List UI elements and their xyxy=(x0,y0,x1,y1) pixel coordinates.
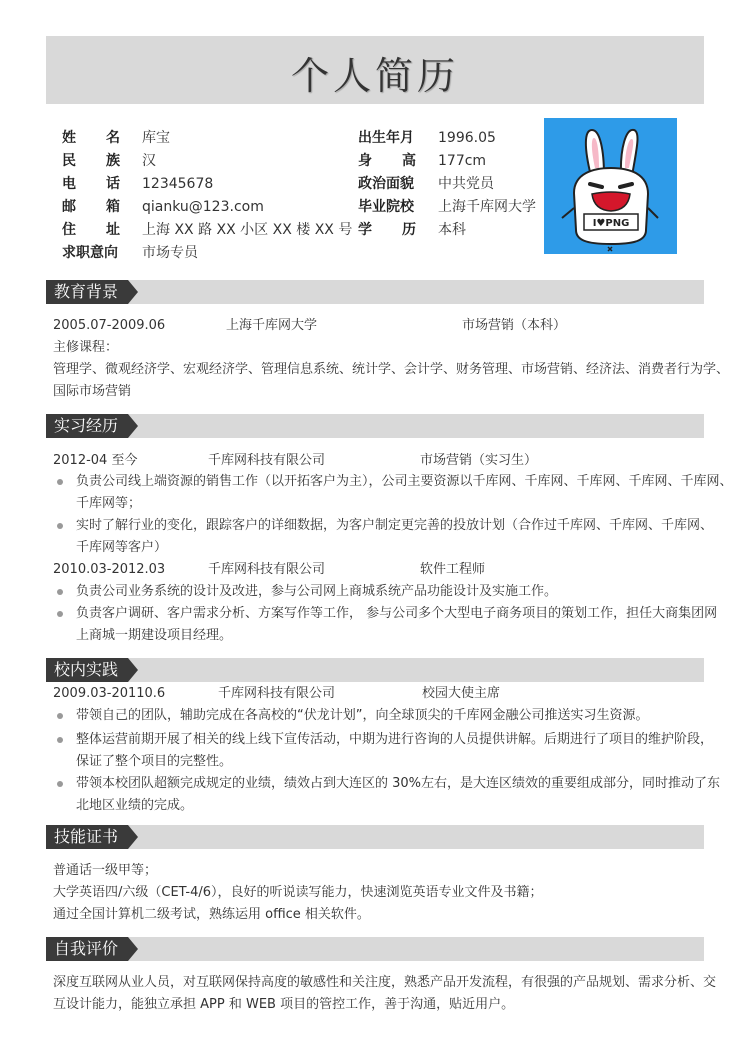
info-label: 民 族 xyxy=(62,153,120,169)
bullet-dot xyxy=(57,737,63,743)
campus-duty-line: 整体运营前期开展了相关的线上线下宣传活动，中期为进行咨询的人员提供讲解。后期进行了项目的维护阶段， xyxy=(76,732,714,747)
info-ethnicity-value: 汉 xyxy=(142,153,156,169)
edu-school: 上海千库网大学 xyxy=(226,318,318,333)
section-skills-header xyxy=(46,825,704,849)
section-internship-header xyxy=(46,414,704,438)
info-label: 学 历 xyxy=(358,222,416,238)
page-title: 个人简历 xyxy=(290,54,459,98)
job-company: 千库网科技有限公司 xyxy=(208,453,326,468)
job-date: 2010.03-2012.03 xyxy=(53,562,166,577)
job-duty-line: 上商城一期建设项目经理。 xyxy=(76,628,233,643)
campus-company: 千库网科技有限公司 xyxy=(218,686,336,701)
avatar xyxy=(544,118,677,254)
edu-major: 市场营销（本科） xyxy=(462,318,567,333)
info-label: 姓 名 xyxy=(62,130,120,146)
skill-line: 通过全国计算机二级考试，熟练运用 office 相关软件。 xyxy=(53,907,370,922)
job-role: 软件工程师 xyxy=(420,562,486,577)
self-line: 互设计能力，能独立承担 APP 和 WEB 项目的管控工作，善于沟通，贴近用户。 xyxy=(53,997,515,1012)
bullet-dot xyxy=(57,611,63,617)
section-title: 实习经历 xyxy=(46,414,128,438)
campus-duty-line: 北地区业绩的完成。 xyxy=(76,798,194,813)
edu-courses-line: 国际市场营销 xyxy=(53,384,132,399)
edu-date: 2005.07-2009.06 xyxy=(53,318,166,333)
section-title: 技能证书 xyxy=(46,825,128,849)
job-duty-line: 负责公司业务系统的设计及改进，参与公司网上商城系统产品功能设计及实施工作。 xyxy=(76,584,558,599)
info-email-value: qianku@123.com xyxy=(142,199,264,215)
edu-courses-line: 管理学、微观经济学、宏观经济学、管理信息系统、统计学、会计学、财务管理、市场营销、经济法、消费者行为学、 xyxy=(53,362,730,377)
info-label: 求职意向 xyxy=(62,245,118,261)
section-education-header xyxy=(46,280,704,304)
info-label: 电 话 xyxy=(62,176,120,192)
info-objective-value: 市场专员 xyxy=(142,245,198,261)
campus-duty-line: 保证了整个项目的完整性。 xyxy=(76,754,233,769)
edu-courses-label: 主修课程： xyxy=(53,340,119,355)
job-company: 千库网科技有限公司 xyxy=(208,562,326,577)
campus-date: 2009.03-20110.6 xyxy=(53,686,166,701)
campus-role: 校园大使主席 xyxy=(422,686,501,701)
bullet-dot xyxy=(57,589,63,595)
section-title: 教育背景 xyxy=(46,280,128,304)
job-duty-line: 千库网等； xyxy=(76,496,142,511)
skill-line: 大学英语四/六级（CET-4/6），良好的听说读写能力，快速浏览英语专业文件及书籍； xyxy=(53,885,543,900)
job-duty-line: 负责客户调研、客户需求分析、方案写作等工作， 参与公司多个大型电子商务项目的策划工作，担任大商集团网 xyxy=(76,606,718,621)
info-phone-value: 12345678 xyxy=(142,176,214,192)
info-label: 住 址 xyxy=(62,222,120,238)
info-label: 出生年月 xyxy=(358,130,414,146)
bullet-dot xyxy=(57,713,63,719)
bullet-dot xyxy=(57,781,63,787)
job-duty-line: 千库网等客户） xyxy=(76,540,168,555)
campus-duty-line: 带领本校团队超额完成规定的业绩，绩效占到大连区的 30%左右，是大连区绩效的重要组成部分，同时推动了东 xyxy=(76,776,721,791)
job-duty-line: 实时了解行业的变化，跟踪客户的详细数据，为客户制定更完善的投放计划（合作过千库网、千库网、千库网、 xyxy=(76,518,714,533)
job-role: 市场营销（实习生） xyxy=(420,453,538,468)
campus-duty-line: 带领自己的团队，辅助完成在各高校的“伏龙计划”，向全球顶尖的千库网金融公司推送实习生资源。 xyxy=(76,708,649,723)
info-name-value: 库宝 xyxy=(142,130,170,146)
section-self-header xyxy=(46,937,704,961)
svg-text:I♥PNG: I♥PNG xyxy=(592,218,630,229)
section-campus-header xyxy=(46,658,704,682)
bullet-dot xyxy=(57,479,63,485)
info-label: 身 高 xyxy=(358,153,416,169)
job-date: 2012-04 至今 xyxy=(53,453,138,468)
job-duty-line: 负责公司线上端资源的销售工作（以开拓客户为主），公司主要资源以千库网、千库网、千库网、千库网、千库网、 xyxy=(76,474,733,489)
info-birth-value: 1996.05 xyxy=(438,130,496,146)
title-bar xyxy=(46,36,704,104)
info-label: 政治面貌 xyxy=(358,176,414,192)
info-degree-value: 本科 xyxy=(438,222,466,238)
info-school-value: 上海千库网大学 xyxy=(438,199,536,215)
self-line: 深度互联网从业人员，对互联网保持高度的敏感性和关注度，熟悉产品开发流程，有很强的产品规划、需求分析、交 xyxy=(53,975,717,990)
info-political-value: 中共党员 xyxy=(438,176,494,192)
section-title: 自我评价 xyxy=(46,937,128,961)
info-address-value: 上海 XX 路 XX 小区 XX 楼 XX 号 xyxy=(142,222,353,238)
bullet-dot xyxy=(57,523,63,529)
info-label: 邮 箱 xyxy=(62,199,120,215)
info-height-value: 177cm xyxy=(438,153,487,169)
skill-line: 普通话一级甲等； xyxy=(53,863,158,878)
section-title: 校内实践 xyxy=(46,658,128,682)
bunny-mascot-icon xyxy=(544,118,677,254)
info-label: 毕业院校 xyxy=(358,199,414,215)
